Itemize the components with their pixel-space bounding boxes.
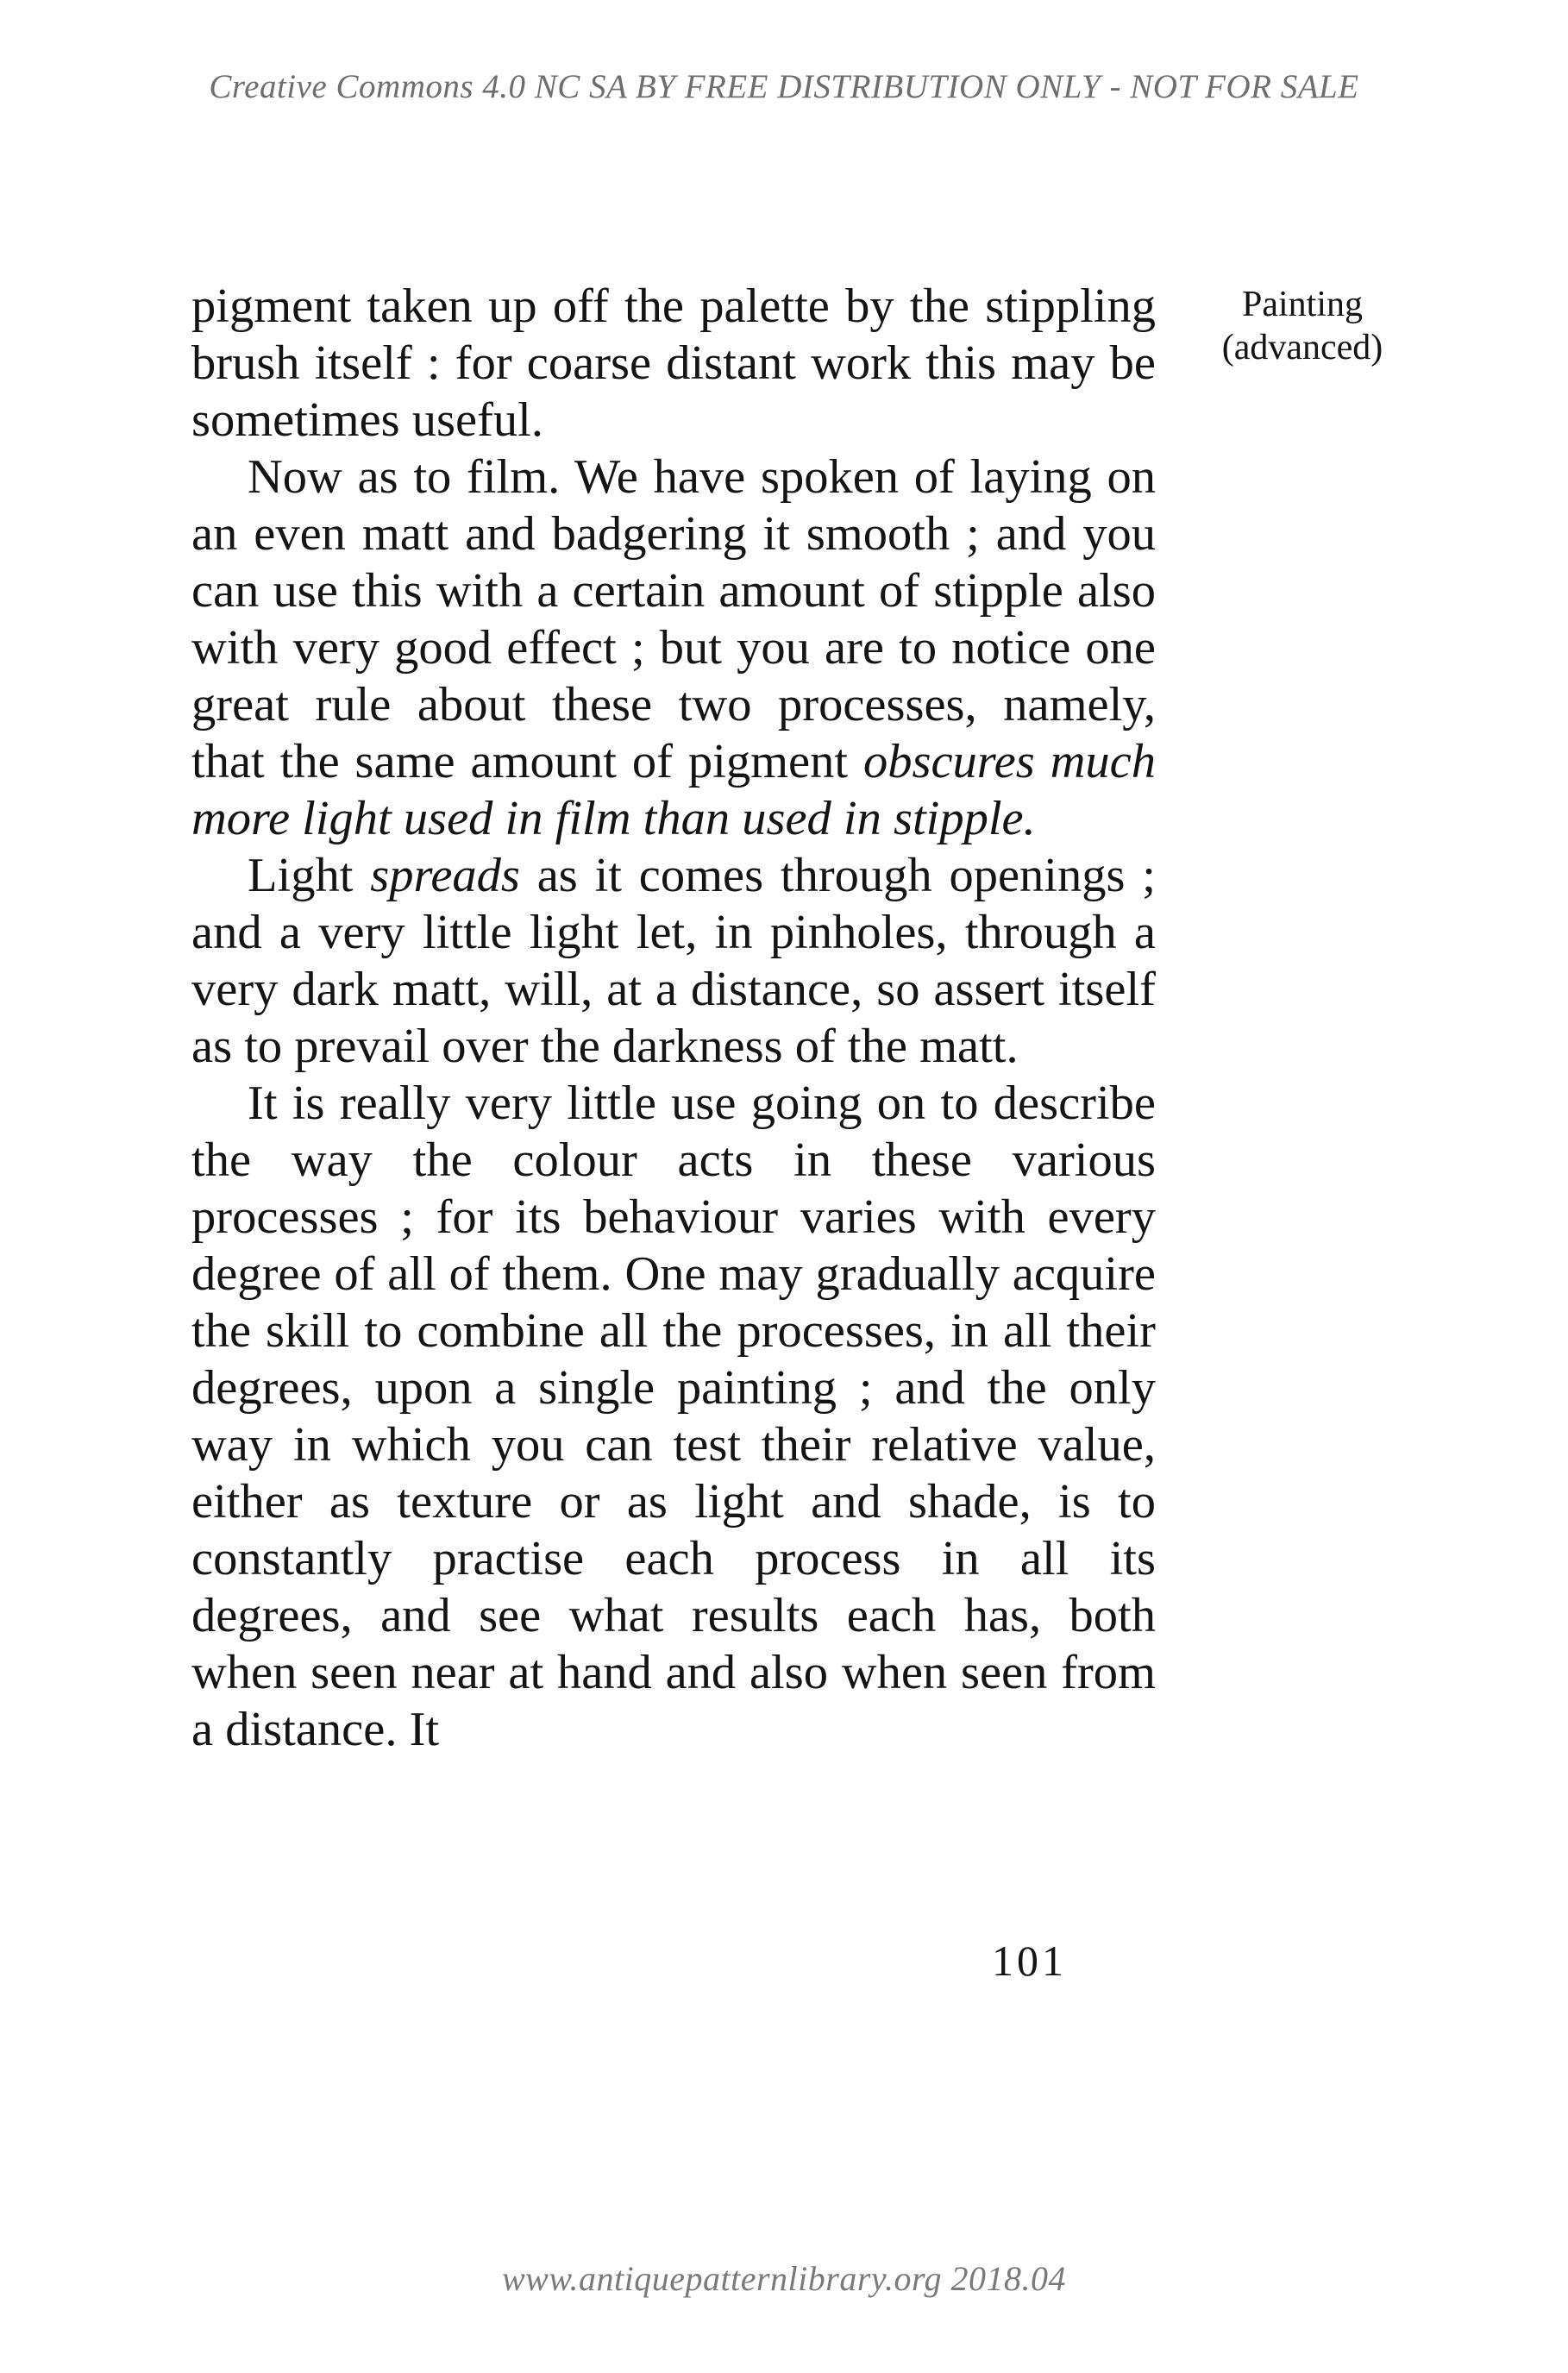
paragraph-2-text: Now as to film. We have spoken of laying on an even matt and badgering it smooth ; and you can use this with a certain amount of stipple also with very good effect ; but you are to notice one great rule about these two processes, namely, that the same amount of pigment — [191, 450, 1156, 788]
license-header: Creative Commons 4.0 NC SA BY FREE DISTRIBUTION ONLY - NOT FOR SALE — [209, 68, 1359, 105]
paragraph-1: pigment taken up off the palette by the stippling brush itself : for coarse distant work this may be sometimes useful. — [191, 279, 1156, 447]
margin-note-line-2: (advanced) — [1221, 328, 1383, 367]
paragraph-3-text-start: Light — [248, 849, 371, 902]
page-number: 101 — [992, 1937, 1067, 1985]
paragraph-3-emphasis: spreads — [370, 849, 520, 902]
page-body — [191, 278, 1156, 1758]
paragraph-2 — [191, 449, 1156, 847]
paragraph-3 — [191, 847, 1156, 1075]
footer-url: www.antiquepatternlibrary.org 2018.04 — [501, 2259, 1067, 2298]
margin-note-line-1: Painting — [1241, 285, 1363, 324]
paragraph-3-text-end: as it comes through openings ; and a very little light let, in pinholes, through a very dark matt, will, at a distance, so assert itself as to prevail over the darkness of the matt. — [191, 849, 1156, 1073]
paragraph-4: It is really very little use going on to describe the way the colour acts in these various processes ; for its behaviour varies with every degree of all of them. One may gradually acquire the skill to combine all the processes, in all their degrees, upon a single painting ; and the only way in which you can test their relative value, either as texture or as light and shade, is to constantly practise each process in all its degrees, and see what results each has, both when seen near at hand and also when seen from a distance. It — [191, 1077, 1156, 1756]
paragraph-2-emphasis: obscures much more light used in film than used in stipple. — [191, 735, 1157, 845]
margin-note — [1199, 283, 1406, 369]
